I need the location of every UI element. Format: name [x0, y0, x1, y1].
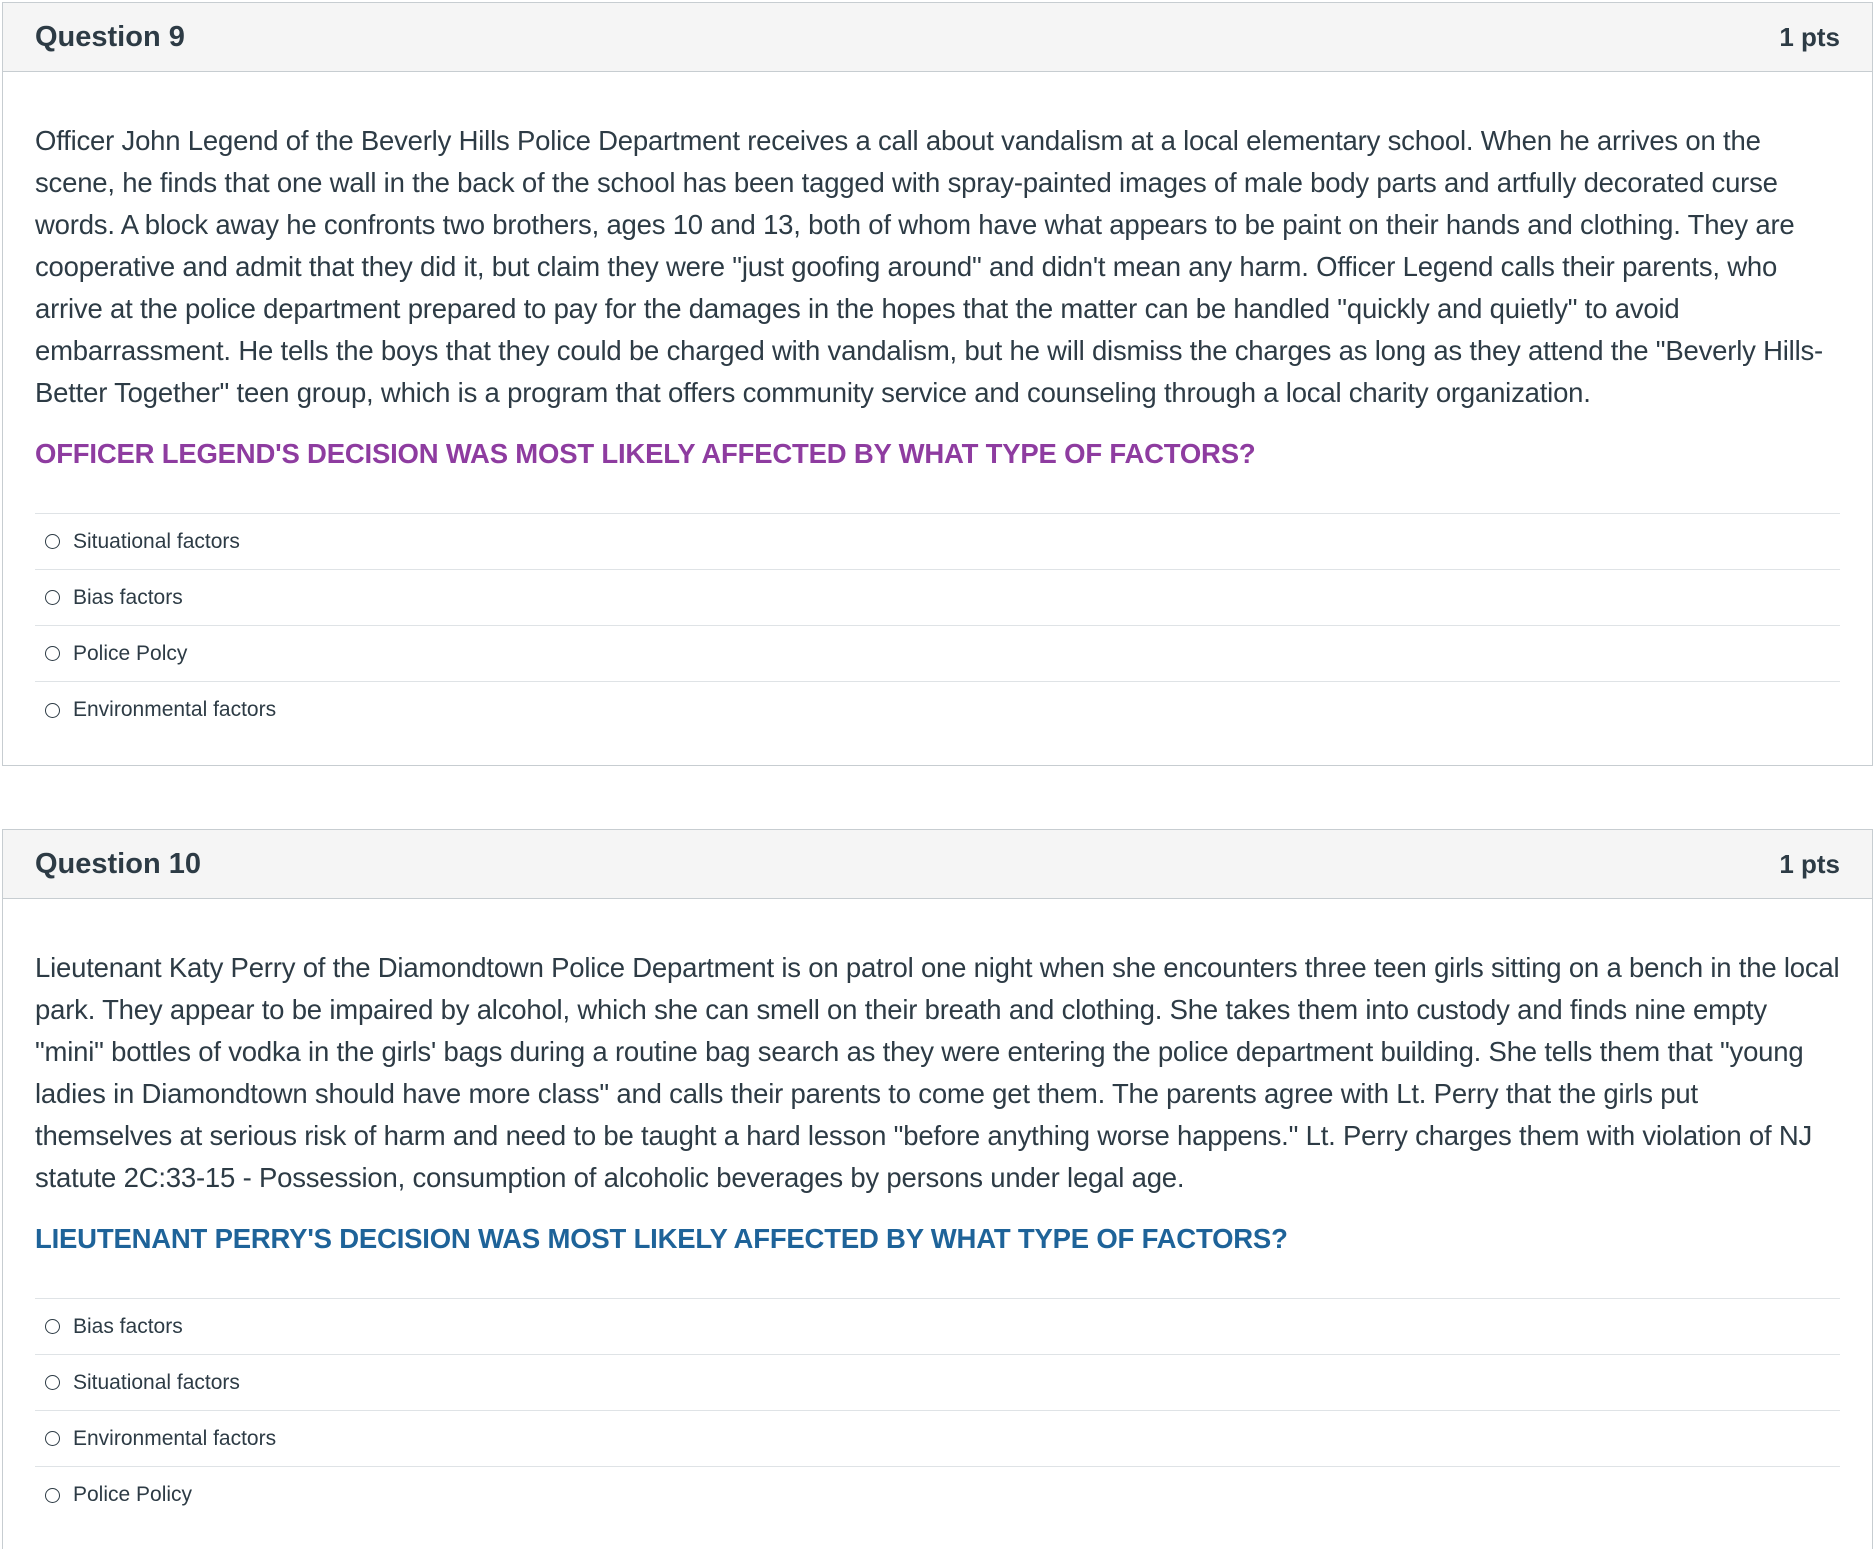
- answer-label[interactable]: Environmental factors: [73, 1426, 277, 1450]
- answer-list: [35, 513, 1840, 738]
- question-body: [3, 72, 1872, 738]
- radio-button-icon[interactable]: [45, 1319, 60, 1334]
- answer-option[interactable]: [35, 1411, 1840, 1467]
- question-body: [3, 899, 1872, 1523]
- answer-option[interactable]: [35, 570, 1840, 626]
- answer-label[interactable]: Police Polcy: [73, 641, 188, 665]
- question-9-card: [2, 2, 1873, 766]
- radio-button-icon[interactable]: [45, 534, 60, 549]
- question-prompt: LIEUTENANT PERRY'S DECISION WAS MOST LIKELY AFFECTED BY WHAT TYPE OF FACTORS?: [35, 1223, 1288, 1254]
- answer-label[interactable]: Police Policy: [73, 1483, 193, 1506]
- answer-option[interactable]: [35, 514, 1840, 570]
- question-title: Question 10: [35, 847, 201, 880]
- answer-label[interactable]: Bias factors: [73, 1314, 183, 1338]
- radio-button-icon[interactable]: [45, 1375, 60, 1390]
- answer-list: [35, 1298, 1840, 1523]
- radio-button-icon[interactable]: [45, 646, 60, 661]
- answer-option[interactable]: [35, 1467, 1840, 1523]
- radio-button-icon[interactable]: [45, 1431, 60, 1446]
- answer-option[interactable]: [35, 1355, 1840, 1411]
- answer-label[interactable]: Situational factors: [73, 529, 240, 553]
- radio-button-icon[interactable]: [45, 703, 60, 718]
- question-text: Officer John Legend of the Beverly Hills Police Department receives a call about vandalism at a local elementary school. When he arrives on the scene, he finds that one wall in the back of the school has been tagged with spray-painted images of male body parts and artfully decorated curse words. A block away he confronts two brothers, ages 10 and 13, both of whom have what appears to be paint on their hands and clothing. They are cooperative and admit that they did it, but claim they were "just goofing around" and didn't mean any harm. Officer Legend calls their parents, who arrive at the police department prepared to pay for the damages in the hopes that the matter can be handled "quickly and quietly" to avoid embarrassment. He tells the boys that they could be charged with vandalism, but he will dismiss the charges as long as they attend the "Beverly Hills- Better Together" teen group, which is a program that offers community service and counseling through a local charity organization.: [35, 125, 1824, 408]
- radio-button-icon[interactable]: [45, 590, 60, 605]
- question-points: 1 pts: [1779, 848, 1840, 879]
- answer-option[interactable]: [35, 626, 1840, 682]
- question-prompt: OFFICER LEGEND'S DECISION WAS MOST LIKELY AFFECTED BY WHAT TYPE OF FACTORS?: [35, 438, 1256, 469]
- question-title: Question 9: [35, 20, 185, 53]
- answer-label[interactable]: Environmental factors: [73, 698, 277, 721]
- question-points: 1 pts: [1779, 21, 1840, 52]
- question-text: Lieutenant Katy Perry of the Diamondtown Police Department is on patrol one night when she encounters three teen girls sitting on a bench in the local park. They appear to be impaired by alcohol, which she can smell on their breath and clothing. She takes them into custody and finds nine empty "mini" bottles of vodka in the girls' bags during a routine bag search as they were entering the police department building. She tells them that "young ladies in Diamondtown should have more class" and calls their parents to come get them. The parents agree with Lt. Perry that the girls put themselves at serious risk of harm and need to be taught a hard lesson "before anything worse happens." Lt. Perry charges them with violation of NJ statute 2C:33-15 - Possession, consumption of alcoholic beverages by persons under legal age.: [35, 952, 1840, 1193]
- answer-label[interactable]: Situational factors: [73, 1370, 240, 1394]
- answer-label[interactable]: Bias factors: [73, 585, 183, 609]
- answer-option[interactable]: [35, 1299, 1840, 1355]
- question-10-card: [2, 829, 1873, 1549]
- question-header: [3, 830, 1872, 899]
- question-header: [3, 3, 1872, 72]
- answer-option[interactable]: [35, 682, 1840, 738]
- radio-button-icon[interactable]: [45, 1488, 60, 1503]
